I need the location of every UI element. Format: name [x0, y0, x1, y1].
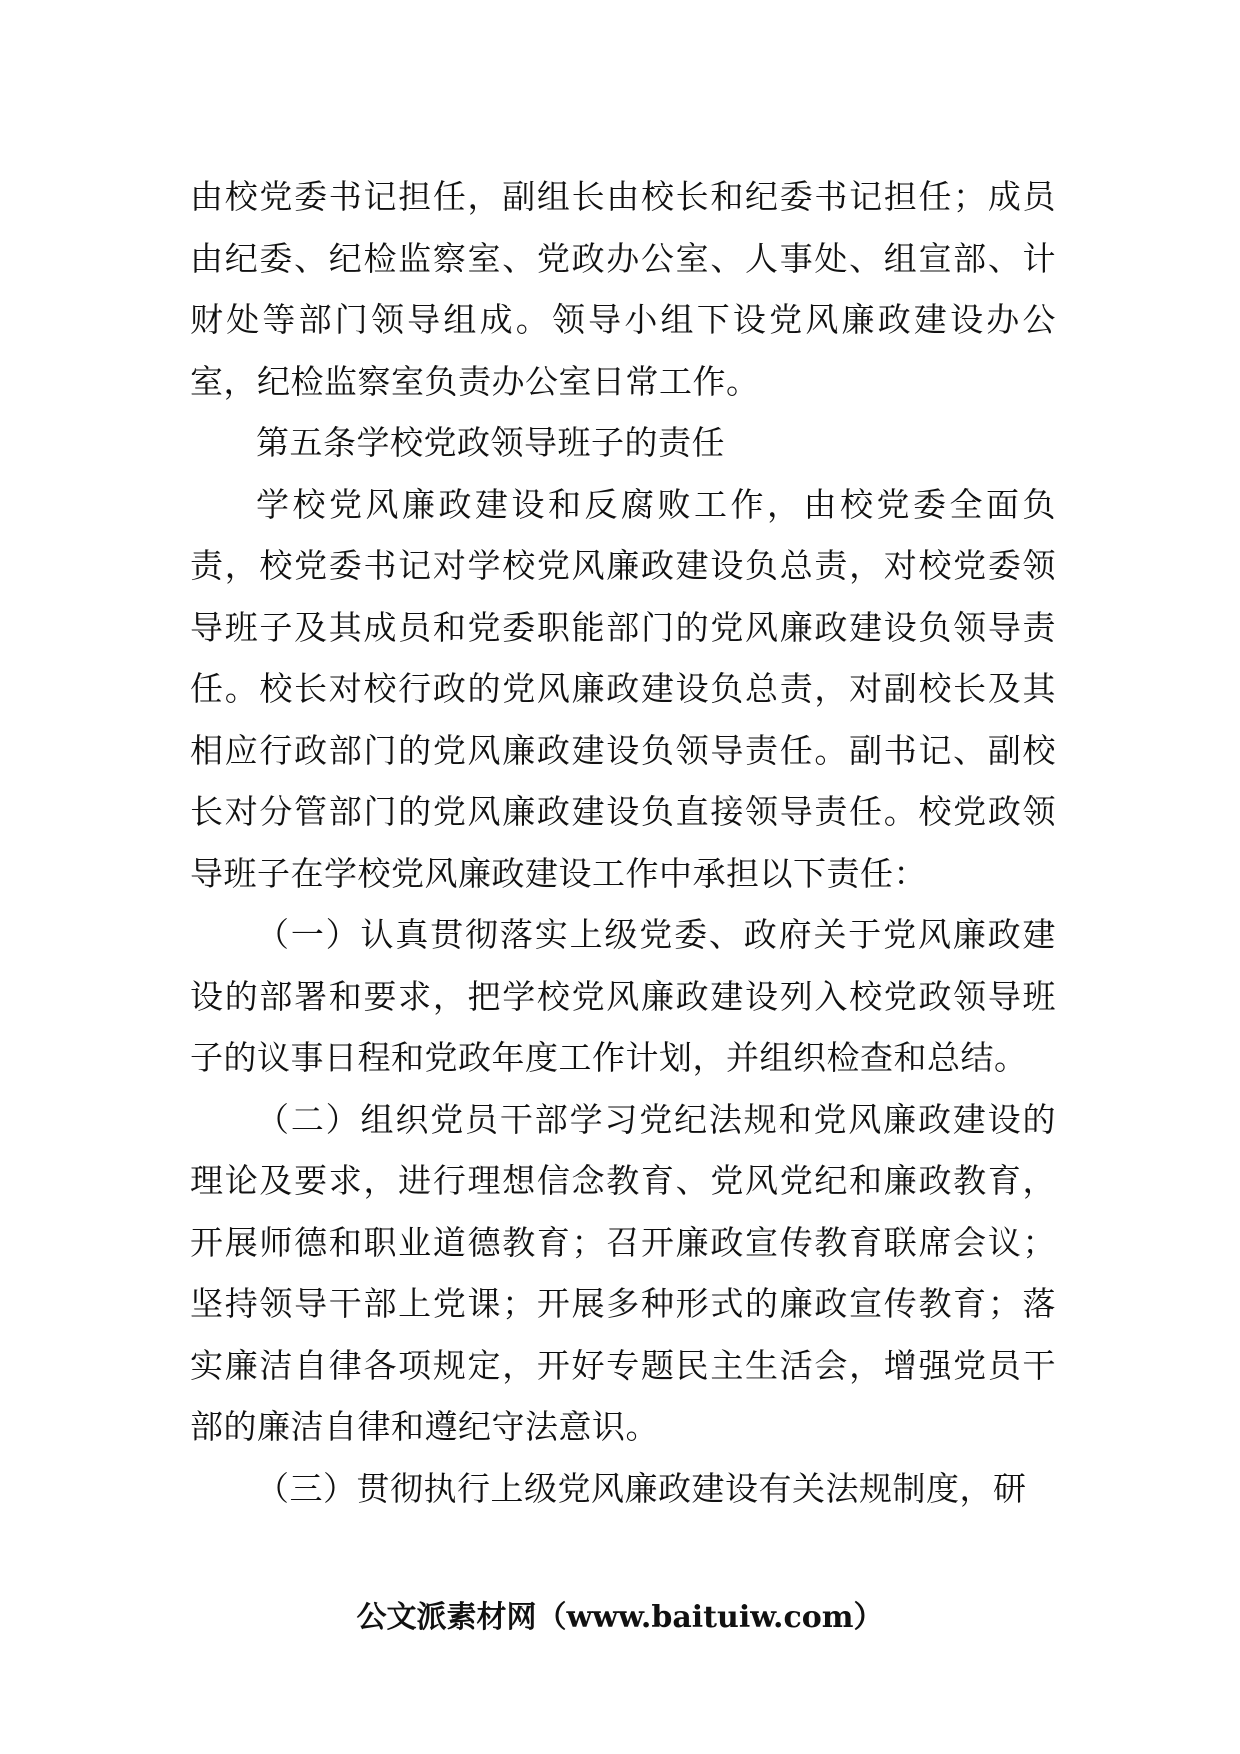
- article-heading: 第五条学校党政领导班子的责任: [256, 423, 725, 462]
- list-item-1: （一）认真贯彻落实上级党委、政府关于党风廉政建设的部署和要求，把学校党风廉政建设列入校党政领导班子的议事日程和党政年度工作计划，并组织检查和总结。: [190, 915, 1056, 1077]
- paragraph-continuation: 由校党委书记担任，副组长由校长和纪委书记担任；成员由纪委、纪检监察室、党政办公室、人事处、组宣部、计财处等部门领导组成。领导小组下设党风廉政建设办公室，纪检监察室负责办公室日常工作。: [190, 177, 1056, 401]
- paragraph-responsibility: 学校党风廉政建设和反腐败工作，由校党委全面负责，校党委书记对学校党风廉政建设负总责，对校党委领导班子及其成员和党委职能部门的党风廉政建设负领导责任。校长对校行政的党风廉政建设负总责，对副校长及其相应行政部门的党风廉政建设负领导责任。副书记、副校长对分管部门的党风廉政建设负直接领导责任。校党政领导班子在学校党风廉政建设工作中承担以下责任：: [190, 484, 1056, 893]
- document-body: [190, 166, 1056, 1519]
- list-item-2: （二）组织党员干部学习党纪法规和党风廉政建设的理论及要求，进行理想信念教育、党风党纪和廉政教育，开展师德和职业道德教育；召开廉政宣传教育联席会议；坚持领导干部上党课；开展多种形式的廉政宣传教育；落实廉洁自律各项规定，开好专题民主生活会，增强党员干部的廉洁自律和遵纪守法意识。: [190, 1099, 1056, 1446]
- list-item-3: （三）贯彻执行上级党风廉政建设有关法规制度，研: [256, 1468, 1027, 1508]
- footer-watermark: 公文派素材网（www.baituiw.com）: [356, 1600, 884, 1635]
